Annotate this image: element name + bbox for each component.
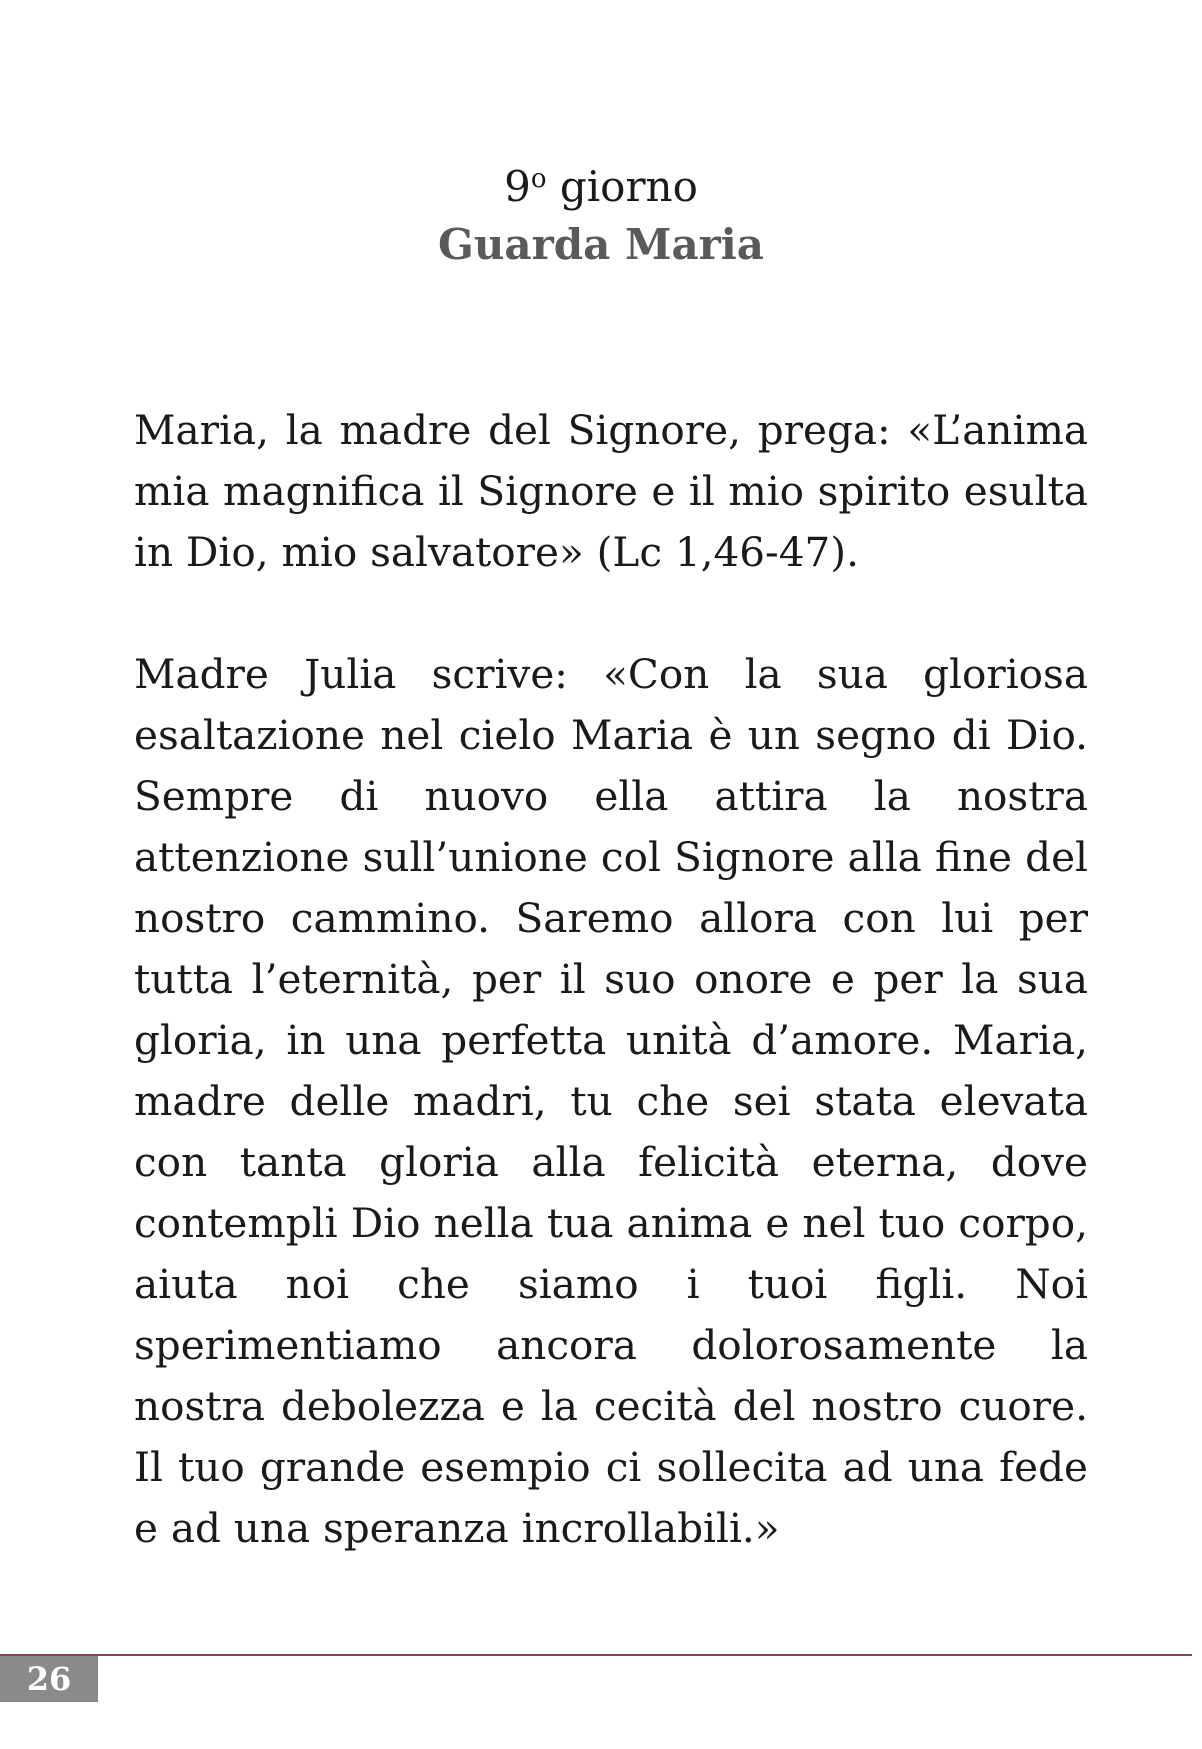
- paragraph-quote: Madre Julia scrive: «Con la sua gloriosa esaltazione nel cielo Maria è un segno di Dio. Sempre di nuovo ella attira la nostra attenzione sull’unione col Signore alla fine del nostro cammino. Saremo allora con lui per tutta l’eternità, per il suo onore e per la sua gloria, in una perfetta unità d’amore. Maria, madre delle madri, tu che sei stata elevata con tanta gloria alla felicità eterna, dove contempli Dio nella tua anima e nel tuo corpo, aiuta noi che siamo i tuoi figli. Noi sperimentiamo ancora dolorosamente la nostra debolezza e la cecità del nostro cuore. Il tuo grande esempio ci sollecita ad una fede e ad una speranza incrollabili.»: [134, 650, 1088, 1552]
- paragraph-scripture: Maria, la madre del Signore, prega: «L’anima mia magnifica il Signore e il mio spirito esulta in Dio, mio salvatore» (Lc 1,46-47).: [134, 406, 1088, 576]
- chapter-title: Guarda Maria: [438, 220, 764, 269]
- page-number: 26: [0, 1656, 98, 1702]
- chapter-heading: [0, 158, 1202, 274]
- day-word: giorno: [546, 162, 698, 211]
- footer-divider: [0, 1654, 1192, 1656]
- day-number: 9: [504, 162, 531, 211]
- day-ordinal-suffix: o: [530, 164, 547, 194]
- day-label: [0, 158, 1202, 216]
